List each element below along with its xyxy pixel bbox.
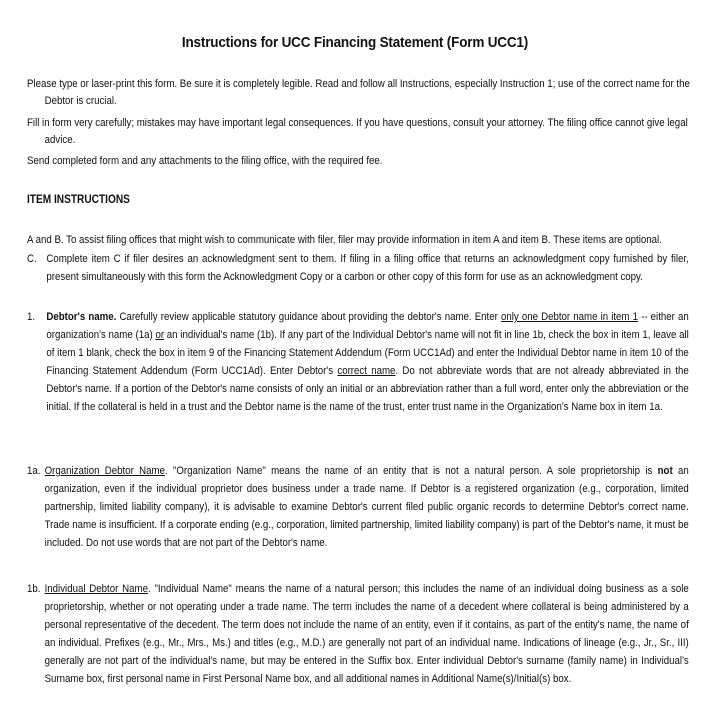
instruction-c [27, 250, 689, 286]
instruction-1a-number: 1a. [27, 465, 41, 477]
instruction-1b-text: Individual Debtor Name. "Individual Name" means the name of a natural person; this includes the name of an individual doing business as a sole proprietorship, whether or not operating under a trade name. The term includes the name of a decedent where collateral is being administered by a personal representative of the decedent. The term does not include the name of an entity, even if it contains, as part of the entity's name, the name of an individual. Prefixes (e.g., Mr., Mrs., Ms.) and titles (e.g., M.D.) are generally not part of an individual name. Indications of lineage (e.g., Jr., Sr., III) generally are not part of the individual's name, but may be entered in the Suffix box. Enter individual Debtor's surname (family name) in Individual's Surname box, first personal name in First Personal Name box, and all additional names in Additional Name(s)/Initial(s) box. [44, 583, 689, 685]
instruction-1-underline-correct-name: correct name [337, 365, 396, 377]
instruction-ab: A and B. To assist filing offices that might wish to communicate with filer, filer may provide information in item A and item B. These items are optional. [27, 234, 662, 246]
instruction-1b [27, 580, 689, 688]
instruction-1-text: Debtor's name. Carefully review applicable statutory guidance about providing the debtor's name. Enter only one Debtor name in item 1 -- either an organization's name (1a) or an individual's name (1b). If any part of the Individual Debtor's name will not fit in line 1b, check the box in item 1, leave all of item 1 blank, check the box in item 9 of the Financing Statement Addendum (Form UCC1Ad) and enter the Individual Debtor name in item 10 of the Financing Statement Addendum (Form UCC1Ad). Enter Debtor's correct name. Do not abbreviate words that are not already abbreviated in the Debtor's name. If a portion of the Debtor's name consists of only an initial or an abbreviation rather than a full word, enter only the abbreviation or the initial. If the collateral is held in a trust and the Debtor name is the name of the trust, enter trust name in the Organization's Name box in item 1a. [46, 311, 689, 413]
item-instructions-heading: ITEM INSTRUCTIONS [27, 194, 130, 206]
instruction-1 [27, 308, 689, 416]
instruction-c-label: C. [27, 253, 37, 265]
instruction-1-number: 1. [27, 311, 36, 323]
document-title: Instructions for UCC Financing Statement (Form UCC1) [181, 34, 529, 51]
instruction-1b-number: 1b. [27, 583, 41, 595]
instruction-1-underline-only-one: only one Debtor name in item 1 [500, 311, 639, 323]
instruction-1-lead: Debtor's name. [46, 311, 117, 323]
instruction-1-underline-or: or [155, 329, 165, 341]
instruction-1a-text: Organization Debtor Name. "Organization Name" means the name of an entity that is not a natural person. A sole proprietorship is not an organization, even if the individual proprietor does business under a trade name. If Debtor is a registered organization (e.g., corporation, limited partnership, limited liability company), it is advisable to examine Debtor's current filed public organic records to determine Debtor's correct name. Trade name is insufficient. If a corporate ending (e.g., corporation, limited partnership, limited liability company) is part of the Debtor's name, it must be included. Do not use words that are not part of the Debtor's name. [44, 465, 689, 549]
instruction-1a [27, 462, 689, 552]
instruction-c-text: Complete item C if filer desires an acknowledgment sent to them. If filing in a filing office that returns an acknowledgment copy furnished by filer, present simultaneously with this form the Acknowledgment Copy or a carbon or other copy of this form for use as an acknowledgment copy. [46, 253, 689, 283]
instruction-1b-lead: Individual Debtor Name [44, 583, 148, 595]
intro-paragraph-3: Send completed form and any attachments to the filing office, with the required fee. [27, 155, 383, 167]
instruction-1a-lead: Organization Debtor Name [44, 465, 165, 477]
intro-paragraph-2: Fill in form very carefully; mistakes may have important legal consequences. If you have questions, consult your attorney. The filing office cannot give legal advice. [27, 117, 688, 146]
intro-paragraph-1: Please type or laser-print this form. Be sure it is completely legible. Read and follow all Instructions, especially Instruction 1; use of the correct name for the Debtor is crucial. [27, 78, 690, 107]
